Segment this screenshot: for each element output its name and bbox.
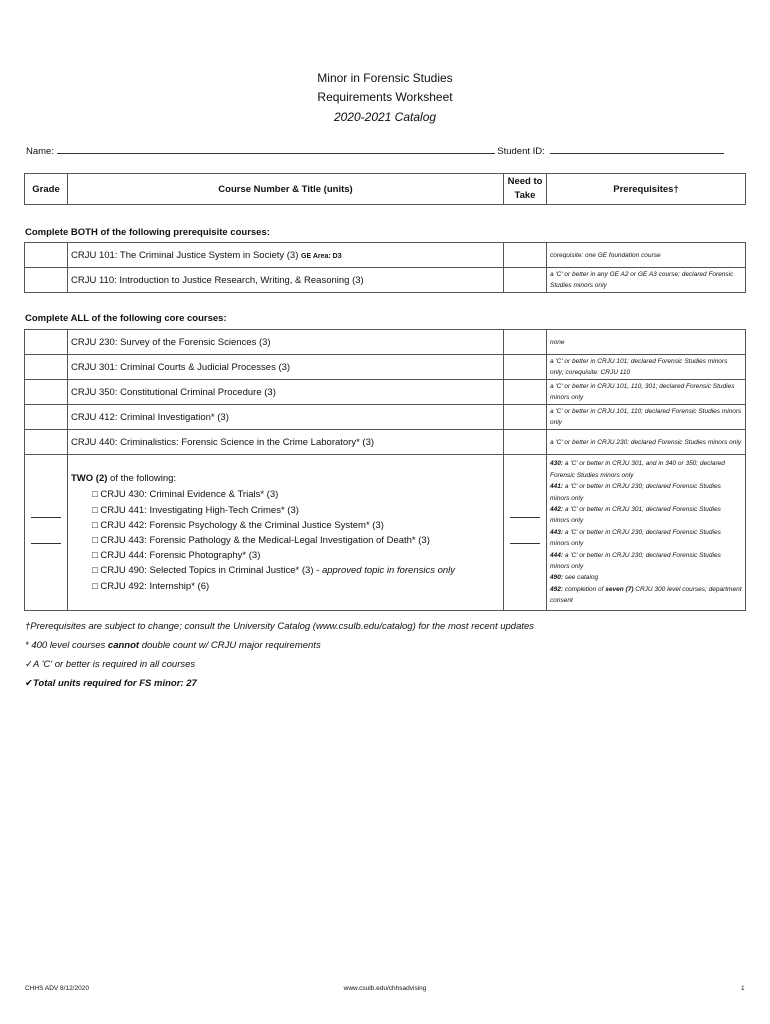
- electives-row: [25, 455, 746, 611]
- footer-url: www.csulb.edu/chhsadvising: [343, 985, 427, 992]
- elective-option[interactable]: □ CRJU 442: Forensic Psychology & the Criminal Justice System* (3): [92, 519, 384, 531]
- prereq-cell: a 'C' or better in CRJU 230; declared Forensic Studies minors only: [547, 430, 746, 455]
- elective-option[interactable]: □ CRJU 492: Internship* (6): [92, 580, 210, 592]
- table-row: [25, 430, 746, 455]
- table-row: [25, 330, 746, 355]
- need-to-take-cell[interactable]: [504, 243, 547, 268]
- prereq-text: a 'C' or better in CRJU 301; declared Forensic Studies minors only: [550, 505, 721, 525]
- grade-cell[interactable]: [25, 330, 68, 355]
- course-cell: [68, 243, 504, 268]
- title-line2: Requirements Worksheet: [317, 90, 453, 104]
- grade-cell[interactable]: [25, 243, 68, 268]
- prereq-cell: none: [547, 330, 746, 355]
- need-to-take-cell: [504, 455, 547, 611]
- need-to-take-header: [504, 174, 547, 205]
- table-row: [25, 380, 746, 405]
- prereq-cell: a 'C' or better in CRJU 101, 110, 301; declared Forensic Studies minors only: [547, 380, 746, 405]
- prereq-section-label: Complete BOTH of the following prerequisite courses:: [25, 227, 270, 238]
- prereq-cell: corequisite: one GE foundation course: [547, 243, 746, 268]
- prereq-code: 490:: [550, 574, 564, 582]
- elective-option[interactable]: □ CRJU 441: Investigating High-Tech Crimes* (3): [92, 504, 299, 516]
- note-c-or-better: ✓A 'C' or better is required in all courses: [25, 659, 196, 670]
- prereq-text: a 'C' or better in CRJU 301, and in 340 or 350; declared Forensic Studies minors only: [550, 460, 725, 479]
- need-blank-2[interactable]: [510, 543, 540, 544]
- need-to-take-cell[interactable]: [504, 355, 547, 380]
- course-cell: CRJU 412: Criminal Investigation* (3): [68, 405, 504, 430]
- prereq-text: completion of: [563, 585, 606, 593]
- note-prereq-change: †Prerequisites are subject to change; consult the University Catalog (www.csulb.edu/catalog) for the most recent updates: [25, 621, 535, 632]
- course-cell: CRJU 110: Introduction to Justice Research, Writing, & Reasoning (3): [68, 268, 504, 293]
- grade-cell[interactable]: [25, 355, 68, 380]
- prereq-code: 443:: [550, 528, 564, 536]
- table-row: [25, 243, 746, 268]
- prereq-code: 442:: [550, 505, 564, 513]
- need-blank-1[interactable]: [510, 517, 540, 518]
- electives-heading-text: of the following:: [107, 473, 177, 485]
- prereq-cell: a 'C' or better in CRJU 101, 110; declared Forensic Studies minors only: [547, 405, 746, 430]
- prereq-code: 430:: [550, 460, 564, 468]
- electives-prereq-cell: [547, 455, 746, 611]
- course-cell: CRJU 230: Survey of the Forensic Sciences (3): [68, 330, 504, 355]
- note-400-text-end: double count w/ CRJU major requirements: [139, 640, 321, 651]
- need-to-take-cell[interactable]: [504, 430, 547, 455]
- prereq-442: [550, 504, 742, 527]
- prereq-text: a 'C' or better in CRJU 230; declared Forensic Studies minors only: [550, 528, 721, 548]
- prereq-header: Prerequisites†: [547, 174, 746, 205]
- prereq-430: [550, 458, 742, 481]
- note-400-level: [25, 640, 534, 659]
- grade-header: Grade: [25, 174, 68, 205]
- need-to-take-cell[interactable]: [504, 268, 547, 293]
- prereq-490: [550, 572, 742, 583]
- name-label: Name:: [26, 146, 54, 157]
- course-cell: CRJU 440: Criminalistics: Forensic Science in the Crime Laboratory* (3): [68, 430, 504, 455]
- electives-heading: [71, 471, 500, 486]
- note-total-units: ✔Total units required for FS minor: 27: [25, 678, 197, 689]
- page-number: 1: [741, 985, 745, 992]
- grade-cell[interactable]: [25, 380, 68, 405]
- need-to-take-cell[interactable]: [504, 380, 547, 405]
- elective-option[interactable]: □ CRJU 443: Forensic Pathology & the Medical-Legal Investigation of Death* (3): [92, 535, 430, 546]
- elective-option[interactable]: □ CRJU 430: Criminal Evidence & Trials* (3): [92, 489, 279, 501]
- prereq-text: a 'C' or better in CRJU 230; declared Forensic Studies minors only: [550, 551, 721, 571]
- course-cell: CRJU 301: Criminal Courts & Judicial Processes (3): [68, 355, 504, 380]
- table-row: [25, 405, 746, 430]
- prereq-table: [24, 242, 746, 293]
- electives-cell: [68, 455, 504, 611]
- electives-count: TWO (2): [71, 473, 108, 485]
- table-row: [25, 355, 746, 380]
- core-section-label: Complete ALL of the following core courses:: [25, 313, 227, 324]
- elective-option-490[interactable]: [71, 563, 500, 578]
- need-to-take-line2: Take: [514, 190, 536, 201]
- name-id-row: [26, 143, 724, 157]
- need-to-take-cell[interactable]: [504, 405, 547, 430]
- prereq-code: 492:: [550, 585, 564, 593]
- need-to-take-line1: Need to: [507, 176, 543, 187]
- header-table: [24, 173, 746, 205]
- prereq-code: 444:: [550, 551, 564, 559]
- option-490-label: □ CRJU 490: Selected Topics in Criminal Justice* (3) -: [92, 565, 322, 577]
- student-id-label: Student ID:: [497, 146, 545, 157]
- elective-option[interactable]: □ CRJU 444: Forensic Photography* (3): [92, 550, 261, 562]
- grade-cell[interactable]: [25, 430, 68, 455]
- grade-cell[interactable]: [25, 268, 68, 293]
- prereq-444: [550, 550, 742, 573]
- student-id-field[interactable]: [550, 143, 724, 154]
- prereq-code: 441:: [550, 483, 564, 491]
- name-field[interactable]: [57, 143, 495, 154]
- note-cannot: cannot: [107, 640, 140, 651]
- course-cell: CRJU 350: Constitutional Criminal Procedure (3): [68, 380, 504, 405]
- ge-area-tag: GE Area: D3: [301, 252, 342, 260]
- prereq-cell: a 'C' or better in any GE A2 or GE A3 course; declared Forensic Studies minors only: [547, 268, 746, 293]
- option-490-note: approved topic in forensics only: [321, 565, 456, 577]
- prereq-441: [550, 481, 742, 504]
- core-table: [24, 329, 746, 611]
- prereq-443: [550, 527, 742, 550]
- catalog-year: 2020-2021 Catalog: [333, 110, 437, 124]
- prereq-text: a 'C' or better in CRJU 230; declared Forensic Studies minors only: [550, 483, 721, 502]
- prereq-cell: a 'C' or better in CRJU 101; declared Forensic Studies minors only; corequisite: CRJU 110: [547, 355, 746, 380]
- grade-blank-2[interactable]: [31, 543, 61, 544]
- prereq-emphasis: seven (7): [605, 585, 634, 593]
- grade-cell: [25, 455, 68, 611]
- note-400-text: * 400 level courses: [25, 640, 108, 651]
- prereq-492: [550, 584, 742, 607]
- grade-blank-1[interactable]: [31, 517, 61, 518]
- title-line1: Minor in Forensic Studies: [317, 71, 453, 85]
- prereq-text: CRJU 300 level courses; department consent: [550, 585, 742, 605]
- footer-revision: CHHS ADV 8/12/2020: [25, 985, 89, 992]
- table-row: [25, 268, 746, 293]
- notes: [25, 621, 534, 697]
- course-title: CRJU 101: The Criminal Justice System in Society (3): [71, 249, 299, 261]
- prereq-text: see catalog: [563, 574, 599, 582]
- course-header: Course Number & Title (units): [68, 174, 504, 205]
- grade-cell[interactable]: [25, 405, 68, 430]
- need-to-take-cell[interactable]: [504, 330, 547, 355]
